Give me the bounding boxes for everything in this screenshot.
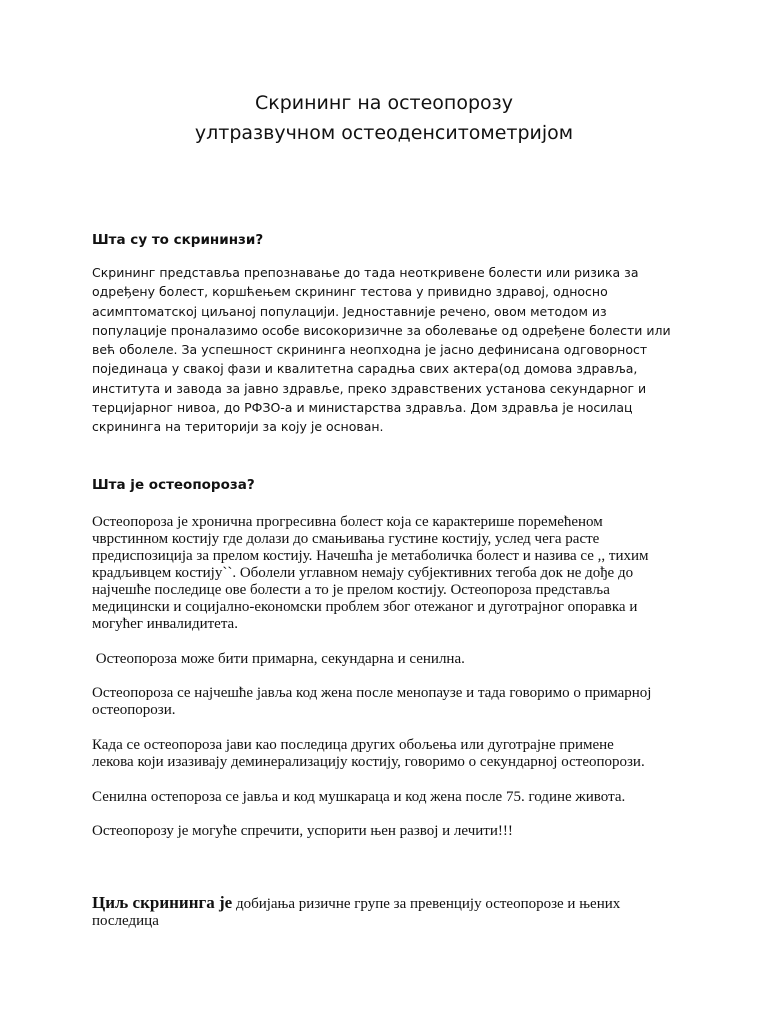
paragraph-line: појединаца у свакој фази и квалитетна сарадња свих актера(од домова здравља, [92, 361, 638, 377]
goal-rest: добијања ризичне групе за превенцију остеопорозе и њених [232, 896, 621, 912]
paragraph-line: медицински и социјално-економски проблем због отежаног и дуготрајног опоравка и [92, 599, 638, 615]
paragraph-line: већ оболеле. За успешност скрининга неопходна је јасно дефинисана одговорност [92, 342, 648, 358]
prevention-paragraph [92, 823, 682, 840]
paragraph-line: Скрининг представља препознавање до тада неоткривене болести или ризика за [92, 265, 639, 280]
paragraph-line: Остеопороза је хронична прогресивна болест која се карактерише поремећеном [92, 514, 603, 530]
paragraph-line: лекова који изазивају деминерализацију костију, говоримо о секундарној остеопорози. [92, 754, 645, 770]
paragraph-line: асимптоматској циљаној популацији. Једноставније речено, овом методом из [92, 303, 607, 319]
screening-goal-paragraph [92, 894, 692, 930]
goal-lead: Циљ скрининга је [92, 893, 233, 912]
section-heading-screenings: Шта су то скрининзи? [92, 232, 264, 248]
paragraph-line: Када се остеопороза јави као последица других обољења или дуготрајне примене [92, 737, 614, 753]
paragraph-line: скрининга на територији за коју је основан. [92, 419, 384, 435]
secondary-osteoporosis-paragraph [92, 737, 682, 771]
paragraph-line: института и завода за јавно здравље, преко здравствених установа секундарног и [92, 380, 647, 396]
paragraph-line: Остеопороза може бити примарна, секундарна и сенилна. [92, 651, 465, 667]
paragraph-line: терцијарног нивоа, до РФЗО-а и министарства здравља. Дом здравља је носилац [92, 400, 633, 416]
osteoporosis-types-paragraph [92, 651, 682, 668]
paragraph-line: најчешће последице ове болести а то је прелом костију. Остеопороза представља [92, 582, 610, 598]
primary-osteoporosis-paragraph [92, 685, 682, 719]
paragraph-line: популације проналазимо особе високоризичне за оболевање од одређене болести или [92, 322, 671, 338]
paragraph-line: Сенилна остепороза се јавља и код мушкараца и код жена после 75. године живота. [92, 789, 626, 805]
senile-osteoporosis-paragraph [92, 789, 682, 806]
paragraph-line: чврстинном костију где долази до смањивања густине костију, услед чега расте [92, 531, 600, 547]
paragraph-line: могућег инвалидитета. [92, 616, 238, 632]
title-line-1: Скрининг на остеопорозу [254, 92, 513, 114]
paragraph-line: одређену болест, коршћењем скрининг тестова у привидно здравој, односно [92, 284, 608, 300]
section-heading-osteoporosis: Шта је остеопороза? [92, 477, 255, 493]
goal-line-2: последица [92, 913, 159, 929]
document-title [0, 88, 768, 148]
paragraph-line: остеопорози. [92, 702, 176, 718]
paragraph-line: Остеопороза се најчешће јавља код жена после менопаузе и тада говоримо о примарној [92, 685, 652, 701]
screenings-paragraph [92, 263, 682, 437]
paragraph-line: предиспозиција за прелом костију. Начешћа је метаболичка болест и назива се ,, тихим [92, 548, 649, 564]
goal-line-1 [92, 894, 692, 913]
paragraph-line: крадљивцем костију``. Оболели углавном немају субјективних тегоба док не дође до [92, 565, 634, 581]
osteoporosis-definition-paragraph [92, 514, 682, 633]
paragraph-line: Остеопорозу је могуће спречити, успорити њен развој и лечити!!! [92, 823, 513, 839]
title-line-2: ултразвучном остеоденситометријом [194, 122, 574, 144]
